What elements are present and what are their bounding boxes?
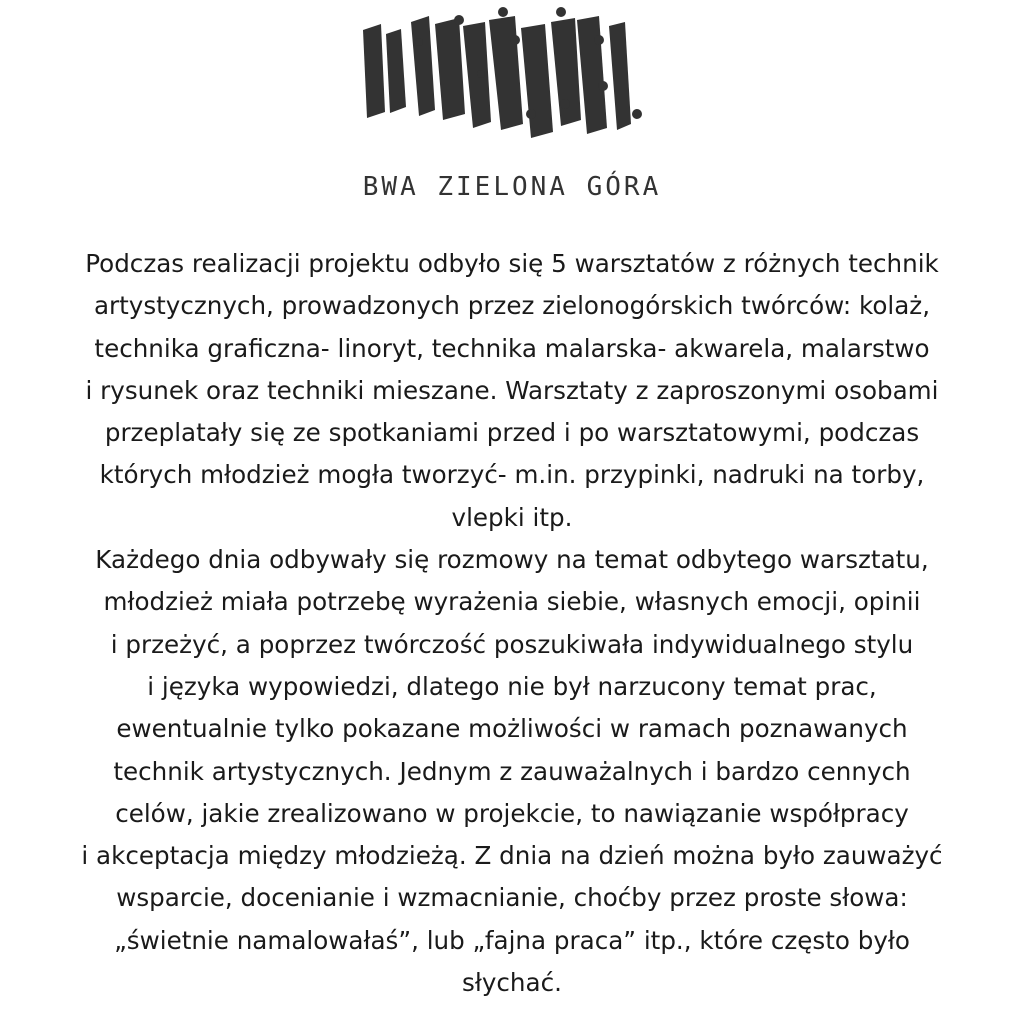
text-line: celów, jakie zrealizowano w projekcie, to nawiązanie współpracy bbox=[115, 798, 909, 828]
article-body bbox=[14, 243, 1010, 1004]
text-line: artystycznych, prowadzonych przez zielonogórskich twórców: kolaż, bbox=[93, 291, 931, 321]
paragraph-1 bbox=[14, 243, 1010, 539]
bwa-logo-mark-icon bbox=[355, 2, 645, 152]
text-line: ewentualnie tylko pokazane możliwości w ramach poznawanych bbox=[116, 714, 908, 744]
text-line: młodzież miała potrzebę wyrażenia siebie, własnych emocji, opinii bbox=[103, 587, 921, 617]
text-line: i języka wypowiedzi, dlatego nie był narzucony temat prac, bbox=[147, 671, 877, 701]
brand-name: BWA ZIELONA GÓRA bbox=[362, 172, 662, 202]
text-line: i rysunek oraz techniki mieszane. Warsztaty z zaproszonymi osobami bbox=[85, 375, 939, 405]
text-line: Podczas realizacji projektu odbyło się 5 warsztatów z różnych technik bbox=[85, 249, 939, 278]
text-line: i przeżyć, a poprzez twórczość poszukiwała indywidualnego stylu bbox=[110, 629, 914, 659]
text-line: technika graficzna- linoryt, technika malarska- akwarela, malarstwo bbox=[94, 333, 930, 363]
text-line: słychać. bbox=[462, 968, 562, 998]
text-line: i akceptacja między młodzieżą. Z dnia na dzień można było zauważyć bbox=[81, 841, 943, 871]
text-line: przeplatały się ze spotkaniami przed i po warsztatowymi, podczas bbox=[104, 418, 920, 448]
text-line: „świetnie namalowałaś”, lub „fajna praca” itp., które często było bbox=[114, 925, 910, 955]
text-line: technik artystycznych. Jednym z zauważalnych i bardzo cennych bbox=[113, 756, 911, 786]
text-line: których młodzież mogła tworzyć- m.in. przypinki, nadruki na torby, bbox=[99, 460, 925, 490]
paragraph-2 bbox=[14, 539, 1010, 1004]
text-line: wsparcie, docenianie i wzmacnianie, choćby przez proste słowa: bbox=[116, 883, 908, 913]
text-line: Każdego dnia odbywały się rozmowy na temat odbytego warsztatu, bbox=[95, 545, 929, 575]
text-line: vlepki itp. bbox=[451, 502, 573, 532]
